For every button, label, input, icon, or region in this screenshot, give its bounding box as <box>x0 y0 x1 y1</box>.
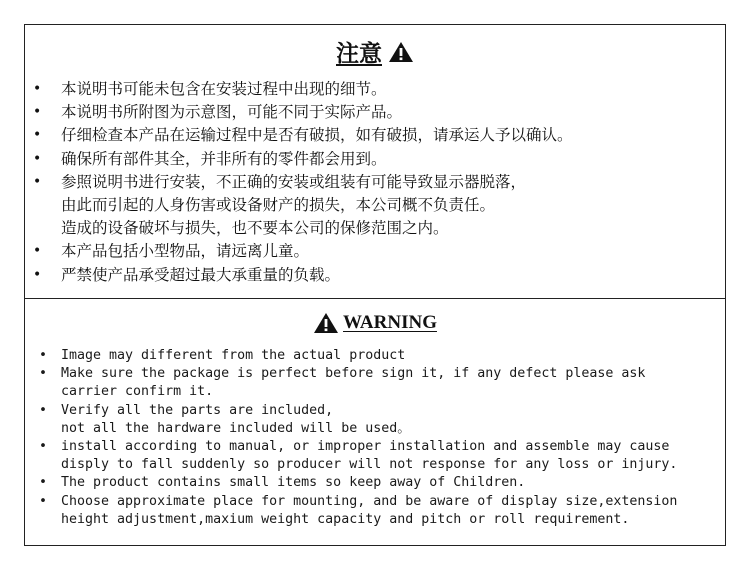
bullet-icon: • <box>39 475 48 491</box>
notice-item-line: 本产品包括小型物品，请远离儿童。 <box>61 242 310 261</box>
notice-item <box>61 217 715 240</box>
english-warning-list <box>39 347 715 529</box>
notice-item <box>33 78 715 101</box>
bullet-icon: • <box>33 150 42 167</box>
notice-item-line: 参照说明书进行安装，不正确的安装或组装有可能导致显示器脱落， <box>61 172 527 191</box>
bullet-icon: • <box>33 127 42 144</box>
bullet-icon: • <box>39 348 48 363</box>
warning-item-line: Choose approximate place for mounting, and be aware of display size,extension <box>61 493 678 509</box>
bullet-icon: • <box>39 402 48 418</box>
warning-item <box>39 365 715 401</box>
warning-item-line: install according to manual, or improper installation and assemble may cause <box>61 439 670 455</box>
chinese-notice-list <box>33 78 715 287</box>
warning-item-line: carrier confirm it. <box>61 384 214 400</box>
bullet-icon: • <box>33 266 42 283</box>
warning-item-line: not all the hardware included will be used。 <box>61 420 411 436</box>
notice-item <box>33 171 715 217</box>
chinese-title <box>25 35 725 68</box>
warning-item <box>39 402 715 438</box>
warning-item <box>39 347 715 365</box>
warning-item-line: disply to fall suddenly so producer will not response for any loss or injury. <box>61 457 678 473</box>
bullet-icon: • <box>33 173 42 190</box>
bullet-icon: • <box>33 243 42 260</box>
notice-item-line: 由此而引起的人身伤害或设备财产的损失，本公司概不负责任。 <box>61 196 496 215</box>
notice-item <box>33 148 715 171</box>
section-divider <box>25 298 725 299</box>
notice-item <box>33 264 715 287</box>
warning-triangle-icon <box>313 312 339 334</box>
warning-item <box>39 438 715 474</box>
notice-item-line: 造成的设备破坏与损失，也不要本公司的保修范围之内。 <box>61 219 449 238</box>
chinese-title-text: 注意 <box>336 40 382 67</box>
bullet-icon: • <box>33 81 42 97</box>
warning-item-line: Make sure the package is perfect before sign it, if any defect please ask <box>61 366 646 382</box>
english-title <box>25 312 725 334</box>
warning-item <box>39 493 715 529</box>
warning-item-line: Image may different from the actual product <box>61 348 406 363</box>
warning-item-line: Verify all the parts are included, <box>61 402 334 418</box>
warning-item-line: The product contains small items so keep away of Children. <box>61 475 526 491</box>
notice-item-line: 仔细检查本产品在运输过程中是否有破损，如有破损，请承运人予以确认。 <box>61 126 573 145</box>
notice-item <box>33 124 715 147</box>
warning-item-line: height adjustment,maxium weight capacity and pitch or roll requirement. <box>61 511 630 527</box>
notice-item-line: 严禁使产品承受超过最大承重量的负载。 <box>61 265 341 284</box>
english-title-text: WARNING <box>343 312 437 333</box>
warning-item <box>39 474 715 492</box>
notice-item <box>33 101 715 124</box>
bullet-icon: • <box>39 439 48 455</box>
notice-item-line: 本说明书可能未包含在安装过程中出现的细节。 <box>61 80 387 98</box>
bullet-icon: • <box>33 104 42 121</box>
notice-frame <box>24 24 726 546</box>
notice-item-line: 确保所有部件其全，并非所有的零件都会用到。 <box>61 149 387 168</box>
bullet-icon: • <box>39 366 48 382</box>
notice-item <box>33 240 715 263</box>
bullet-icon: • <box>39 493 48 509</box>
warning-triangle-icon <box>388 41 414 63</box>
notice-item-line: 本说明书所附图为示意图，可能不同于实际产品。 <box>61 103 403 122</box>
